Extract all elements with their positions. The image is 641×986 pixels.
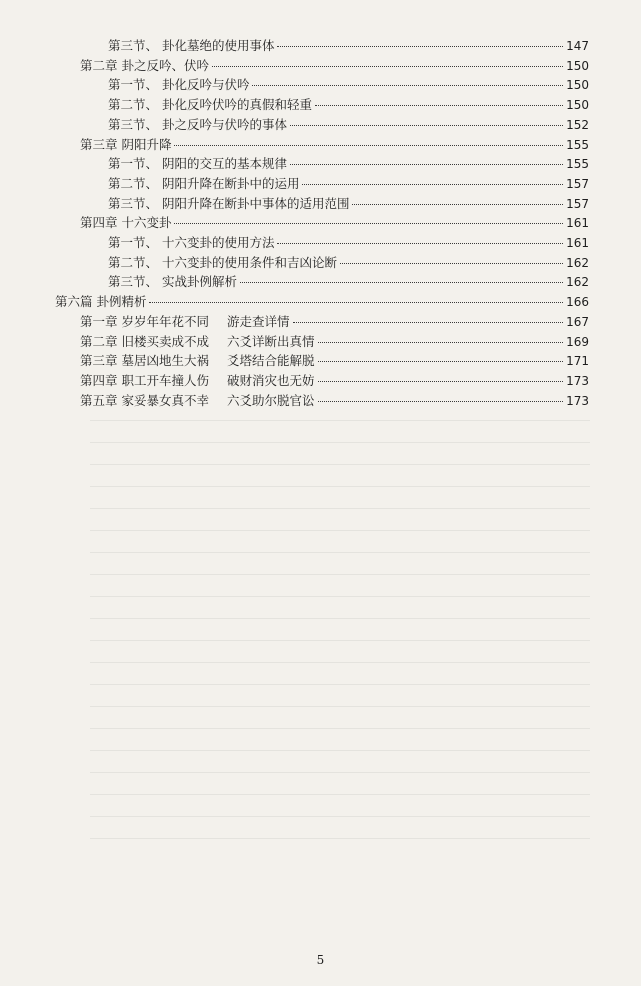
toc-entry-page: 150 bbox=[566, 78, 589, 93]
toc-entry bbox=[80, 314, 589, 330]
toc-entry-title: 第五章 家妥暴女真不幸 bbox=[80, 392, 209, 408]
toc-entry bbox=[108, 117, 589, 133]
toc-entry bbox=[108, 156, 589, 172]
toc-entry bbox=[108, 97, 589, 113]
toc-entry bbox=[80, 373, 589, 389]
page-number: 5 bbox=[316, 953, 325, 967]
bleed-through-texture bbox=[90, 420, 590, 840]
toc-entry-title: 第四章 十六变卦 bbox=[80, 215, 172, 231]
toc-entry bbox=[55, 294, 589, 310]
dot-leader bbox=[212, 66, 563, 67]
dot-leader bbox=[277, 46, 563, 47]
toc-entry-page: 157 bbox=[566, 176, 589, 191]
toc-entry-title: 第二节、 卦化反吟伏吟的真假和轻重 bbox=[108, 97, 312, 113]
toc-entry bbox=[108, 274, 589, 290]
toc-entry-subtitle: 游走查详情 bbox=[226, 313, 290, 329]
toc-entry-page: 167 bbox=[566, 314, 589, 329]
dot-leader bbox=[149, 302, 563, 303]
toc-entry-page: 155 bbox=[566, 157, 589, 172]
toc-entry-subtitle: 破财消灾也无妨 bbox=[226, 372, 315, 388]
toc-entry-title: 第三节、 阴阳升降在断卦中事体的适用范围 bbox=[108, 195, 350, 211]
toc-entry bbox=[80, 334, 589, 350]
toc-entry-title: 第一章 岁岁年年花不同 bbox=[80, 313, 209, 329]
dot-leader bbox=[174, 223, 563, 224]
toc-entry-page: 161 bbox=[566, 236, 589, 250]
toc-entry-title: 第二章 卦之反吟、伏吟 bbox=[80, 57, 209, 73]
dot-leader bbox=[352, 204, 563, 205]
toc-entry bbox=[108, 176, 589, 192]
toc-entry-title: 第六篇 卦例精析 bbox=[55, 294, 147, 310]
toc-entry-subtitle: 六爻助尔脱官讼 bbox=[226, 392, 315, 408]
dot-leader bbox=[302, 184, 563, 185]
dot-leader bbox=[290, 125, 563, 126]
toc-entry-page: 152 bbox=[566, 117, 589, 132]
toc-entry-page: 150 bbox=[566, 98, 589, 113]
toc-entry bbox=[80, 137, 589, 153]
toc-entry-title: 第一节、 阴阳的交互的基本规律 bbox=[108, 156, 287, 172]
toc-entry-subtitle: 六爻详断出真情 bbox=[226, 333, 315, 349]
toc-entry bbox=[108, 77, 589, 93]
toc-entry-title: 第一节、 十六变卦的使用方法 bbox=[108, 235, 275, 250]
toc-entry-title: 第二章 旧楼买卖成不成 bbox=[80, 333, 209, 349]
dot-leader bbox=[174, 145, 563, 146]
toc-entry-page: 173 bbox=[566, 373, 589, 388]
toc-entry-page: 150 bbox=[566, 58, 589, 73]
toc-entry bbox=[80, 393, 589, 409]
toc-entry bbox=[80, 353, 589, 369]
toc-entry bbox=[108, 235, 589, 251]
dot-leader bbox=[340, 263, 563, 264]
toc-entry bbox=[80, 215, 589, 231]
toc-entry-page: 162 bbox=[566, 255, 589, 270]
toc-entry-title: 第三节、 实战卦例解析 bbox=[108, 274, 237, 290]
toc-entry-page: 157 bbox=[566, 196, 589, 211]
toc-entry-page: 171 bbox=[566, 354, 589, 369]
toc-entry-page: 147 bbox=[566, 39, 589, 53]
dot-leader bbox=[318, 381, 564, 382]
toc-entry-title: 第三节、 卦化墓绝的使用事体 bbox=[108, 38, 275, 53]
dot-leader bbox=[318, 342, 564, 343]
dot-leader bbox=[252, 85, 563, 86]
toc-entry-title: 第一节、 卦化反吟与伏吟 bbox=[108, 77, 250, 93]
dot-leader bbox=[240, 282, 563, 283]
toc-entry bbox=[108, 255, 589, 271]
toc-entry-title: 第二节、 阴阳升降在断卦中的运用 bbox=[108, 175, 300, 191]
toc-entry-page: 173 bbox=[566, 393, 589, 408]
dot-leader bbox=[318, 401, 564, 402]
toc-entry bbox=[80, 58, 589, 74]
toc-entry-page: 162 bbox=[566, 275, 589, 290]
toc-entry-title: 第三章 阴阳升降 bbox=[80, 136, 172, 152]
toc-entry-title: 第二节、 十六变卦的使用条件和吉凶论断 bbox=[108, 254, 337, 270]
dot-leader bbox=[293, 322, 564, 323]
dot-leader bbox=[315, 105, 563, 106]
dot-leader bbox=[318, 361, 564, 362]
toc-entry-page: 169 bbox=[566, 334, 589, 349]
dot-leader bbox=[277, 243, 563, 244]
toc-entry-page: 155 bbox=[566, 137, 589, 152]
toc-entry-page: 161 bbox=[566, 216, 589, 231]
toc-entry-title: 第四章 职工开车撞人伤 bbox=[80, 372, 209, 388]
toc-entry-title: 第三章 墓居凶地生大祸 bbox=[80, 353, 209, 369]
dot-leader bbox=[290, 164, 563, 165]
toc-entry-title: 第三节、 卦之反吟与伏吟的事体 bbox=[108, 116, 287, 132]
toc-entry bbox=[108, 196, 589, 212]
toc-entry-page: 166 bbox=[566, 295, 589, 310]
toc-entry-subtitle: 爻塔结合能解脱 bbox=[226, 353, 315, 369]
toc-entry bbox=[108, 38, 589, 54]
